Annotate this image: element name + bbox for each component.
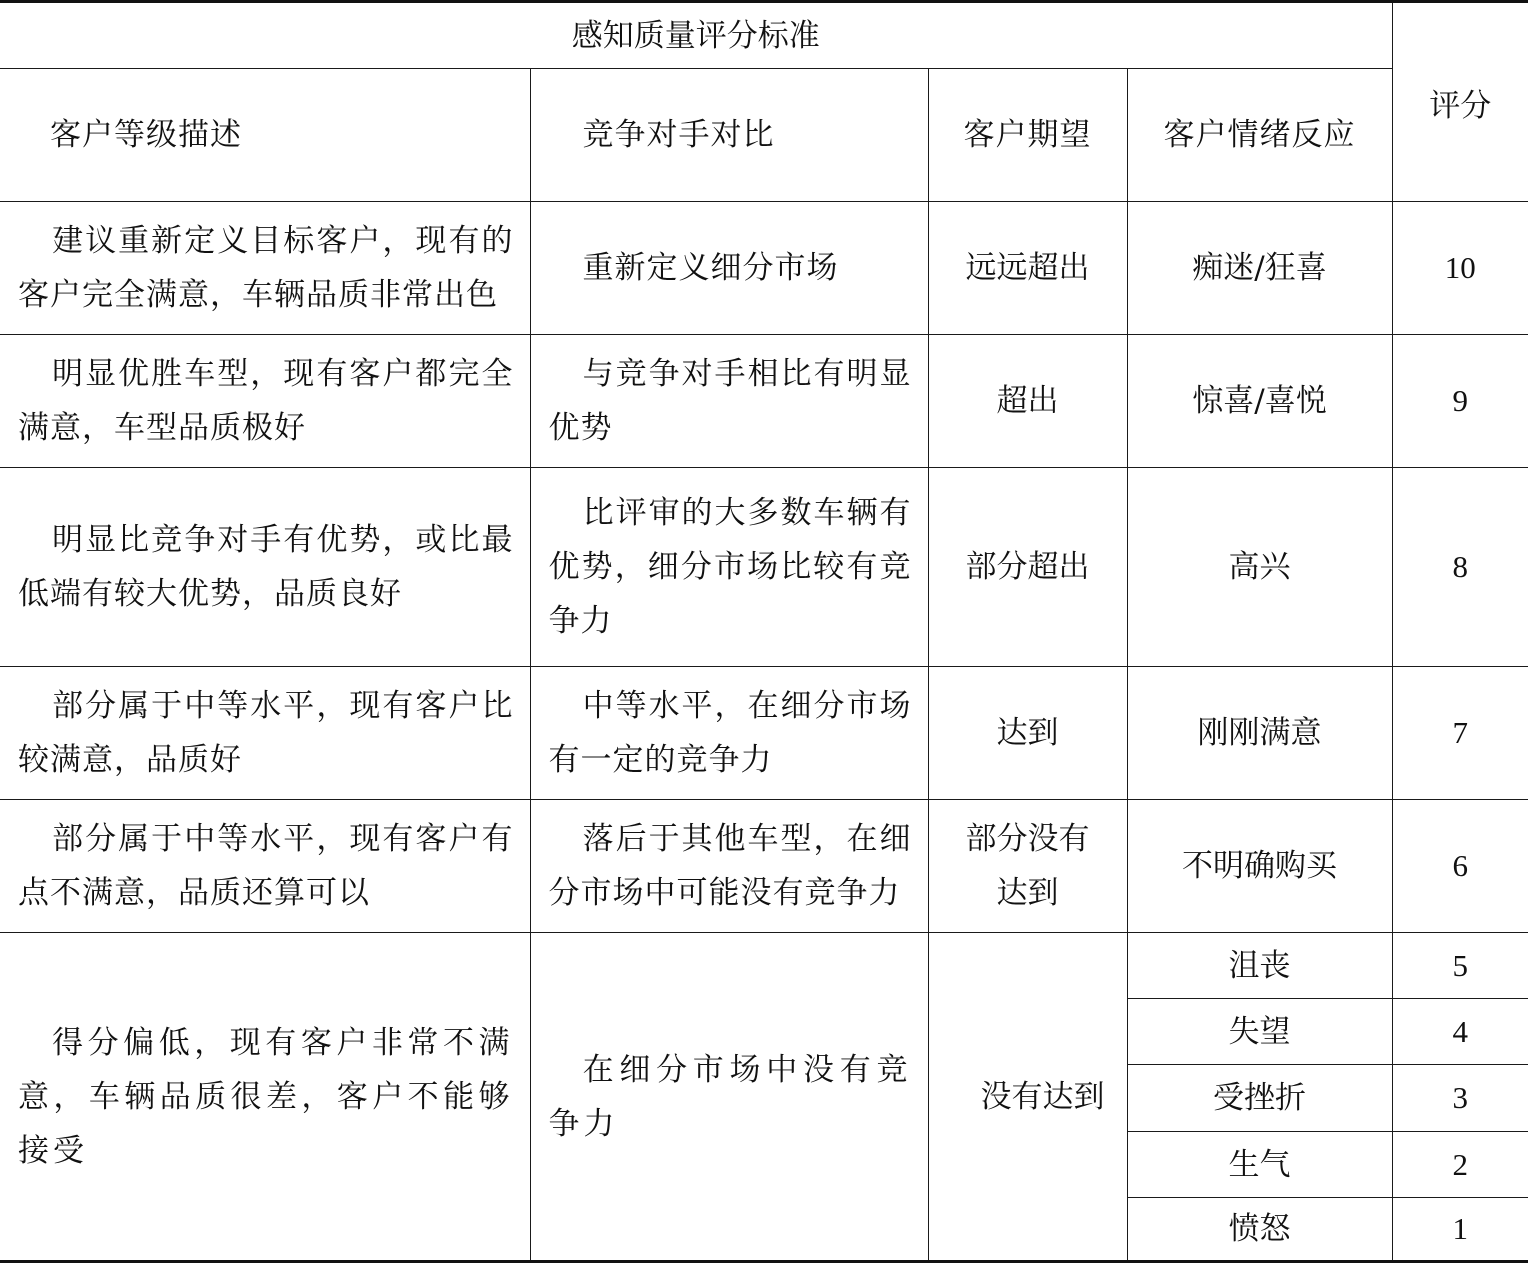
row-expectation: 部分没有达到	[928, 800, 1127, 933]
row-competitor: 重新定义细分市场	[530, 202, 928, 335]
row-description: 得分偏低，现有客户非常不满意，车辆品质很差，客户不能够接受	[0, 933, 530, 1262]
row-competitor: 落后于其他车型，在细分市场中可能没有竞争力	[530, 800, 928, 933]
row-score: 6	[1392, 800, 1528, 933]
row-emotion: 痴迷/狂喜	[1127, 202, 1392, 335]
header-description: 客户等级描述	[0, 69, 530, 202]
table-row	[0, 335, 1528, 468]
table-row	[0, 800, 1528, 933]
row-description: 部分属于中等水平，现有客户比较满意，品质好	[0, 667, 530, 800]
table-title: 感知质量评分标准	[0, 2, 1392, 69]
row-competitor: 与竞争对手相比有明显优势	[530, 335, 928, 468]
row-emotion: 高兴	[1127, 468, 1392, 667]
row-score: 10	[1392, 202, 1528, 335]
row-competitor: 比评审的大多数车辆有优势，细分市场比较有竞争力	[530, 468, 928, 667]
row-score: 7	[1392, 667, 1528, 800]
header-emotion: 客户情绪反应	[1127, 69, 1392, 202]
row-expectation: 部分超出	[928, 468, 1127, 667]
row-description: 明显比竞争对手有优势，或比最低端有较大优势，品质良好	[0, 468, 530, 667]
row-competitor: 在细分市场中没有竞争力	[530, 933, 928, 1262]
row-emotion: 刚刚满意	[1127, 667, 1392, 800]
row-competitor: 中等水平，在细分市场有一定的竞争力	[530, 667, 928, 800]
header-competitor: 竞争对手对比	[530, 69, 928, 202]
row-expectation: 达到	[928, 667, 1127, 800]
table-title-row	[0, 2, 1528, 69]
row-score: 4	[1392, 999, 1528, 1065]
row-description: 明显优胜车型，现有客户都完全满意，车型品质极好	[0, 335, 530, 468]
row-score: 1	[1392, 1198, 1528, 1262]
row-expectation: 没有达到	[928, 933, 1127, 1262]
row-score: 3	[1392, 1065, 1528, 1132]
row-score: 8	[1392, 468, 1528, 667]
row-emotion: 受挫折	[1127, 1065, 1392, 1132]
row-emotion: 惊喜/喜悦	[1127, 335, 1392, 468]
row-emotion: 沮丧	[1127, 933, 1392, 999]
table-row	[0, 933, 1528, 999]
row-emotion: 失望	[1127, 999, 1392, 1065]
header-row	[0, 69, 1528, 202]
row-expectation: 远远超出	[928, 202, 1127, 335]
row-description: 部分属于中等水平，现有客户有点不满意，品质还算可以	[0, 800, 530, 933]
row-description: 建议重新定义目标客户，现有的客户完全满意，车辆品质非常出色	[0, 202, 530, 335]
table-row	[0, 468, 1528, 667]
row-score: 9	[1392, 335, 1528, 468]
row-emotion: 愤怒	[1127, 1198, 1392, 1262]
table-row	[0, 202, 1528, 335]
header-expectation: 客户期望	[928, 69, 1127, 202]
row-expectation: 超出	[928, 335, 1127, 468]
row-emotion: 不明确购买	[1127, 800, 1392, 933]
row-emotion: 生气	[1127, 1132, 1392, 1198]
header-score: 评分	[1392, 2, 1528, 202]
row-score: 2	[1392, 1132, 1528, 1198]
table-row	[0, 667, 1528, 800]
row-score: 5	[1392, 933, 1528, 999]
